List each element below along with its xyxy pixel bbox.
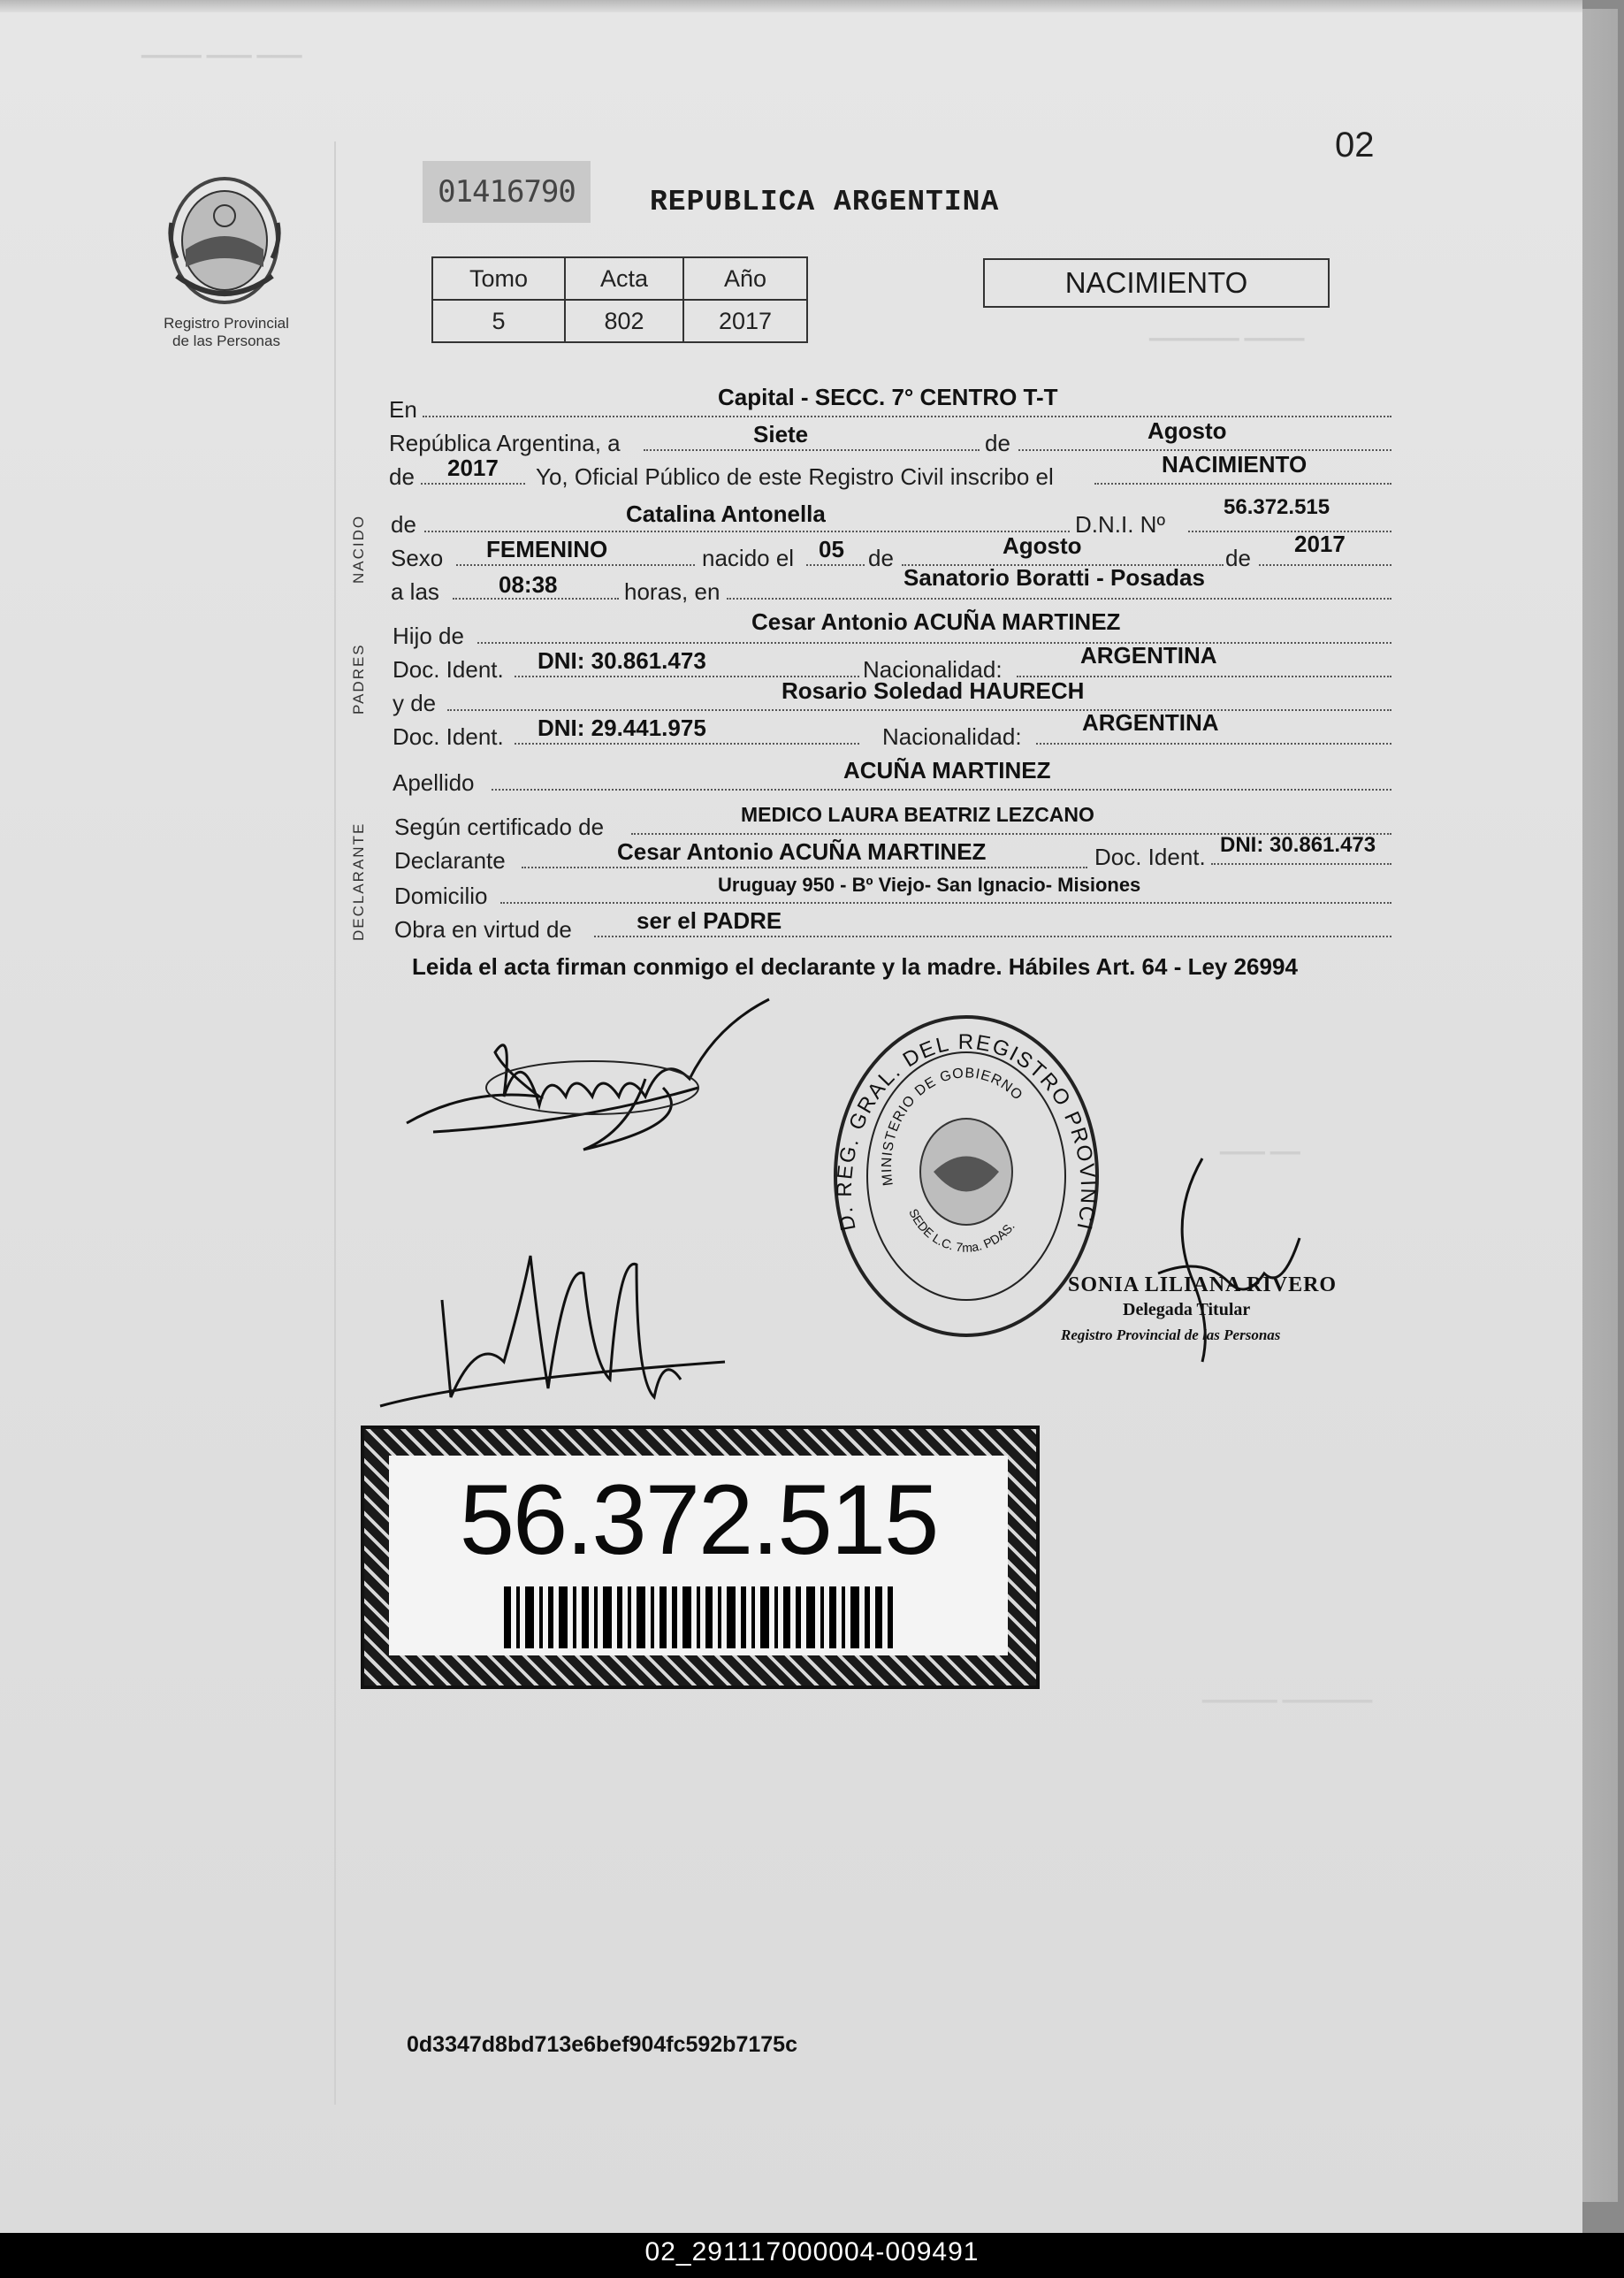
dotted-line bbox=[500, 902, 1391, 904]
signer-office: Registro Provincial de las Personas bbox=[1061, 1326, 1281, 1343]
act-type-box: NACIMIENTO bbox=[983, 258, 1330, 308]
label-y-de: y de bbox=[393, 690, 437, 716]
value-declarante-doc: DNI: 30.861.473 bbox=[1220, 833, 1376, 857]
value-nombre: Catalina Antonella bbox=[626, 501, 826, 527]
label-de-anio: de bbox=[389, 463, 415, 490]
label-de-nombre: de bbox=[391, 511, 416, 538]
seal-bottom-text: SEDE L.C. 7ma. PDAS. bbox=[906, 1206, 1018, 1255]
header-acta: Acta bbox=[565, 257, 683, 300]
value-acta: 802 bbox=[565, 300, 683, 342]
value-padre-nacionalidad: ARGENTINA bbox=[1080, 642, 1217, 669]
label-de-2: de bbox=[1225, 545, 1251, 571]
label-nacionalidad-madre: Nacionalidad: bbox=[882, 723, 1022, 750]
registry-name: Registro Provincial de las Personas bbox=[164, 315, 289, 349]
label-obra-en-virtud: Obra en virtud de bbox=[394, 916, 572, 943]
value-hora: 08:38 bbox=[499, 571, 558, 598]
value-padre-doc: DNI: 30.861.473 bbox=[538, 647, 706, 674]
value-sexo: FEMENINO bbox=[486, 536, 608, 562]
value-madre-nacionalidad: ARGENTINA bbox=[1082, 709, 1219, 736]
value-nacido-mes: Agosto bbox=[1003, 532, 1082, 559]
bleed-through-text: ▁▁▁ ▁▁ bbox=[1220, 1132, 1300, 1154]
bleed-through-text: ▁▁▁▁▁ ▁▁▁▁▁▁ bbox=[1202, 1680, 1373, 1702]
label-nacido-el: nacido el bbox=[702, 545, 795, 571]
bleed-through-text: ▁▁▁▁ ▁▁▁ ▁▁▁ bbox=[141, 35, 302, 57]
verification-hash: 0d3347d8bd713e6bef904fc592b7175c bbox=[407, 2032, 797, 2057]
page-top-shadow bbox=[0, 0, 1582, 12]
dotted-line bbox=[1211, 863, 1391, 865]
province-emblem-icon bbox=[159, 170, 290, 316]
section-label-nacido: NACIDO bbox=[350, 514, 367, 584]
dotted-line bbox=[1259, 564, 1391, 566]
dotted-line bbox=[492, 789, 1391, 791]
header-anio: Año bbox=[683, 257, 807, 300]
value-nacido-anio: 2017 bbox=[1294, 531, 1346, 557]
section-label-padres: PADRES bbox=[350, 643, 367, 715]
value-declarante: Cesar Antonio ACUÑA MARTINEZ bbox=[617, 838, 987, 865]
value-dia: Siete bbox=[753, 421, 809, 447]
label-de-mes: de bbox=[985, 430, 1010, 456]
seal-inner-text: MINISTERIO DE GOBIERNO bbox=[879, 1066, 1026, 1187]
label-oficial: Yo, Oficial Público de este Registro Civil inscribo el bbox=[536, 463, 1054, 490]
label-doc-ident-padre: Doc. Ident. bbox=[393, 656, 504, 683]
value-certificado: MEDICO LAURA BEATRIZ LEZCANO bbox=[741, 803, 1094, 826]
barcode-inner bbox=[389, 1456, 1008, 1655]
mother-signature bbox=[371, 1229, 743, 1428]
barcode-bars-icon bbox=[504, 1586, 893, 1648]
register-table-header bbox=[432, 257, 807, 300]
value-anio: 2017 bbox=[683, 300, 807, 342]
dotted-line bbox=[727, 598, 1391, 600]
signer-role: Delegada Titular bbox=[1123, 1300, 1251, 1319]
dotted-line bbox=[806, 564, 865, 566]
value-tomo: 5 bbox=[432, 300, 565, 342]
dotted-line bbox=[594, 936, 1391, 937]
file-caption: 02_291117000004-009491 bbox=[644, 2237, 980, 2267]
register-table bbox=[431, 256, 808, 343]
label-nacionalidad-padre: Nacionalidad: bbox=[863, 656, 1003, 683]
dotted-line bbox=[522, 867, 1087, 868]
value-tipo-inscripcion: NACIMIENTO bbox=[1162, 451, 1308, 478]
reading-note: Leida el acta firman conmigo el declarante y la madre. Hábiles Art. 64 - Ley 26994 bbox=[412, 953, 1298, 980]
seal-outer-text: D. REG. GRAL. DEL REGISTRO PROVINCI bbox=[832, 1030, 1101, 1234]
margin-line bbox=[334, 141, 336, 2105]
section-label-declarante: DECLARANTE bbox=[350, 822, 367, 941]
dotted-line bbox=[447, 709, 1391, 711]
dotted-line bbox=[424, 531, 1070, 532]
label-sexo: Sexo bbox=[391, 545, 444, 571]
value-anio: 2017 bbox=[447, 455, 499, 481]
value-mes: Agosto bbox=[1147, 417, 1227, 444]
value-nacido-dia: 05 bbox=[819, 536, 844, 562]
label-horas-en: horas, en bbox=[624, 578, 721, 605]
dotted-line bbox=[456, 564, 695, 566]
value-domicilio: Uruguay 950 - Bº Viejo- San Ignacio- Misiones bbox=[718, 874, 1141, 896]
label-segun-certificado: Según certificado de bbox=[394, 814, 605, 840]
declarant-signature bbox=[398, 990, 787, 1172]
dotted-line bbox=[515, 743, 859, 745]
label-hijo-de: Hijo de bbox=[393, 623, 464, 649]
dotted-line bbox=[423, 416, 1391, 417]
label-declarante: Declarante bbox=[394, 847, 506, 874]
page-number: 02 bbox=[1335, 126, 1375, 164]
dotted-line bbox=[421, 483, 525, 485]
value-lugar: Capital - SECC. 7° CENTRO T-T bbox=[718, 384, 1058, 410]
barcode-number: 56.372.515 bbox=[459, 1464, 938, 1575]
value-obra-en-virtud: ser el PADRE bbox=[637, 907, 782, 934]
dotted-line bbox=[1094, 483, 1391, 485]
signer-name: SONIA LILIANA RIVERO bbox=[1068, 1273, 1338, 1296]
value-lugar-nacimiento: Sanatorio Boratti - Posadas bbox=[903, 564, 1205, 591]
value-madre-doc: DNI: 29.441.975 bbox=[538, 715, 706, 741]
official-seal bbox=[829, 1008, 1103, 1349]
label-domicilio: Domicilio bbox=[394, 883, 488, 909]
dotted-line bbox=[644, 449, 980, 451]
control-number-stamp: 01416790 bbox=[423, 161, 591, 223]
dotted-line bbox=[1036, 743, 1391, 745]
value-madre: Rosario Soledad HAURECH bbox=[782, 677, 1085, 704]
label-doc-ident-declarante: Doc. Ident. bbox=[1094, 844, 1206, 870]
register-table-row bbox=[432, 300, 807, 342]
label-apellido: Apellido bbox=[393, 769, 475, 796]
value-dni: 56.372.515 bbox=[1224, 495, 1330, 519]
label-a-las: a las bbox=[391, 578, 439, 605]
label-doc-ident-madre: Doc. Ident. bbox=[393, 723, 504, 750]
dotted-line bbox=[1188, 531, 1391, 532]
label-de-1: de bbox=[868, 545, 894, 571]
label-en: En bbox=[389, 396, 417, 423]
barcode-label bbox=[361, 1426, 1040, 1689]
bleed-through-text: ▁▁▁▁▁▁ ▁▁▁▁ bbox=[1149, 318, 1305, 340]
label-dni: D.N.I. Nº bbox=[1075, 511, 1165, 538]
value-padre: Cesar Antonio ACUÑA MARTINEZ bbox=[751, 608, 1121, 635]
dotted-line bbox=[477, 642, 1391, 644]
country-title: REPUBLICA ARGENTINA bbox=[650, 186, 1000, 218]
value-apellido: ACUÑA MARTINEZ bbox=[843, 757, 1051, 784]
label-republica: República Argentina, a bbox=[389, 430, 621, 456]
header-tomo: Tomo bbox=[432, 257, 565, 300]
